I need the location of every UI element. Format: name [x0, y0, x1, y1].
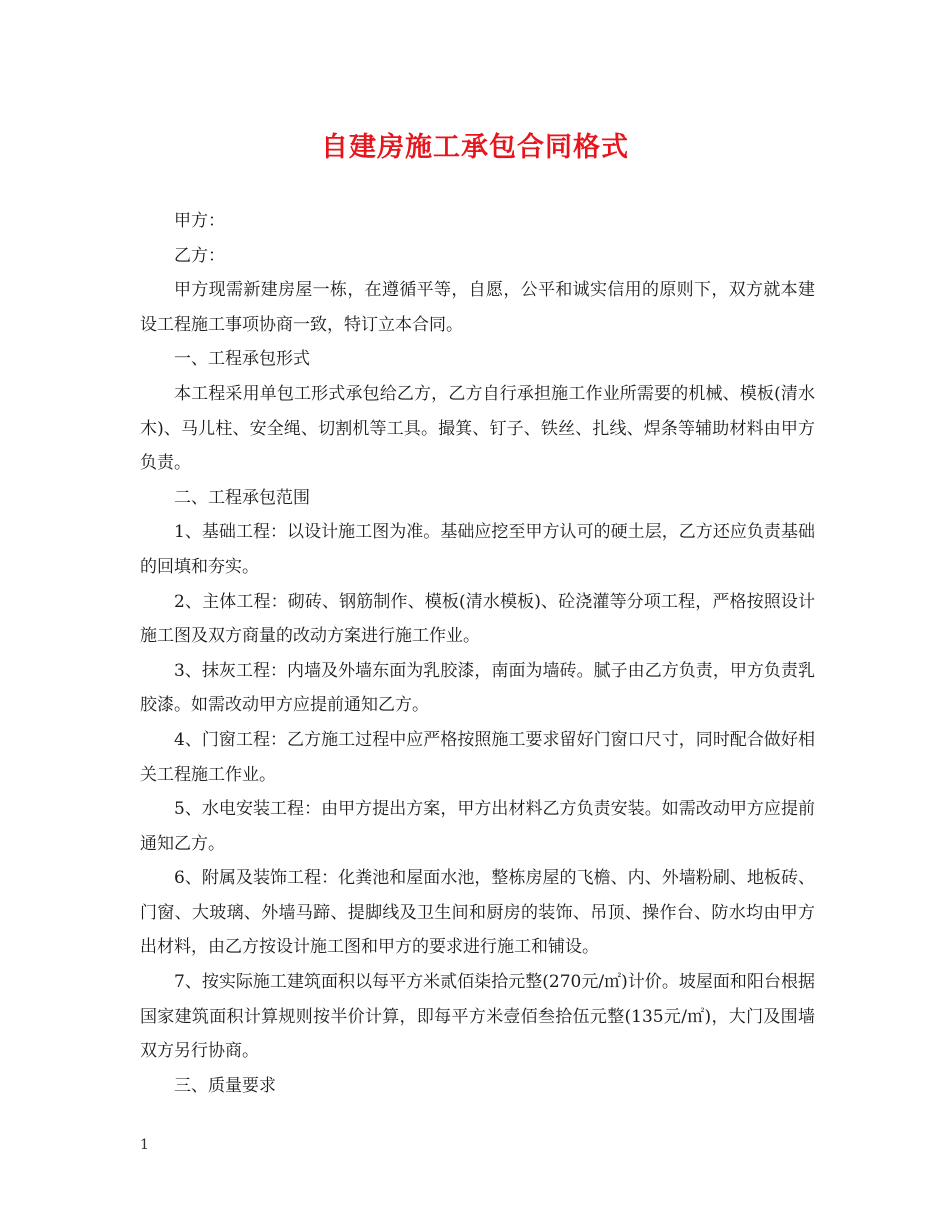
section-heading-3: 三、质量要求: [174, 1075, 276, 1096]
paragraph-item-1: 1、基础工程：以设计施工图为准。基础应挖至甲方认可的硬土层，乙方还应负责基础的回填和夯实。: [140, 522, 815, 577]
paragraph-item-3: 3、抹灰工程：内墙及外墙东面为乳胶漆，南面为墙砖。腻子由乙方负责，甲方负责乳胶漆。如需改动甲方应提前通知乙方。: [140, 660, 815, 716]
paragraph-contract-form: 本工程采用单包工形式承包给乙方，乙方自行承担施工作业所需要的机械、模板(清水木)、马儿柱、安全绳、切割机等工具。撮箕、钉子、铁丝、扎线、焊条等辅助材料由甲方负责。: [140, 383, 815, 474]
paragraph-item-4: 4、门窗工程：乙方施工过程中应严格按照施工要求留好门窗口尺寸，同时配合做好相关工程施工作业。: [140, 729, 815, 785]
paragraph-item-6: 6、附属及装饰工程：化粪池和屋面水池，整栋房屋的飞檐、内、外墙粉刷、地板砖、门窗、大玻璃、外墙马蹄、提脚线及卫生间和厨房的装饰、吊顶、操作台、防水均由甲方出材料，由乙方按设计施工图和甲方的要求进行施工和铺设。: [140, 868, 815, 958]
paragraph-item-2: 2、主体工程：砌砖、钢筋制作、模板(清水模板)、砼浇灌等分项工程，严格按照设计施工图及双方商量的改动方案进行施工作业。: [140, 591, 815, 647]
paragraph-item-7: 7、按实际施工建筑面积以每平方米贰佰柒拾元整(270元/㎡)计价。坡屋面和阳台根据国家建筑面积计算规则按半价计算，即每平方米壹佰叁拾伍元整(135元/㎡)，大门及围墙双方另行协商。: [140, 972, 815, 1062]
document-title: 自建房施工承包合同格式: [321, 132, 629, 163]
paragraph-party-a: 甲方：: [174, 211, 225, 231]
page-number: 1: [140, 1137, 149, 1153]
section-heading-2: 二、工程承包范围: [174, 487, 310, 508]
document-body: [140, 204, 815, 1103]
paragraph-party-b: 乙方：: [174, 245, 225, 266]
section-heading-1: 一、工程承包形式: [174, 349, 310, 370]
paragraph-item-5: 5、水电安装工程：由甲方提出方案，甲方出材料乙方负责安装。如需改动甲方应提前通知乙方。: [140, 799, 815, 854]
paragraph-preamble: 甲方现需新建房屋一栋，在遵循平等，自愿，公平和诚实信用的原则下，双方就本建设工程施工事项协商一致，特订立本合同。: [140, 280, 815, 335]
